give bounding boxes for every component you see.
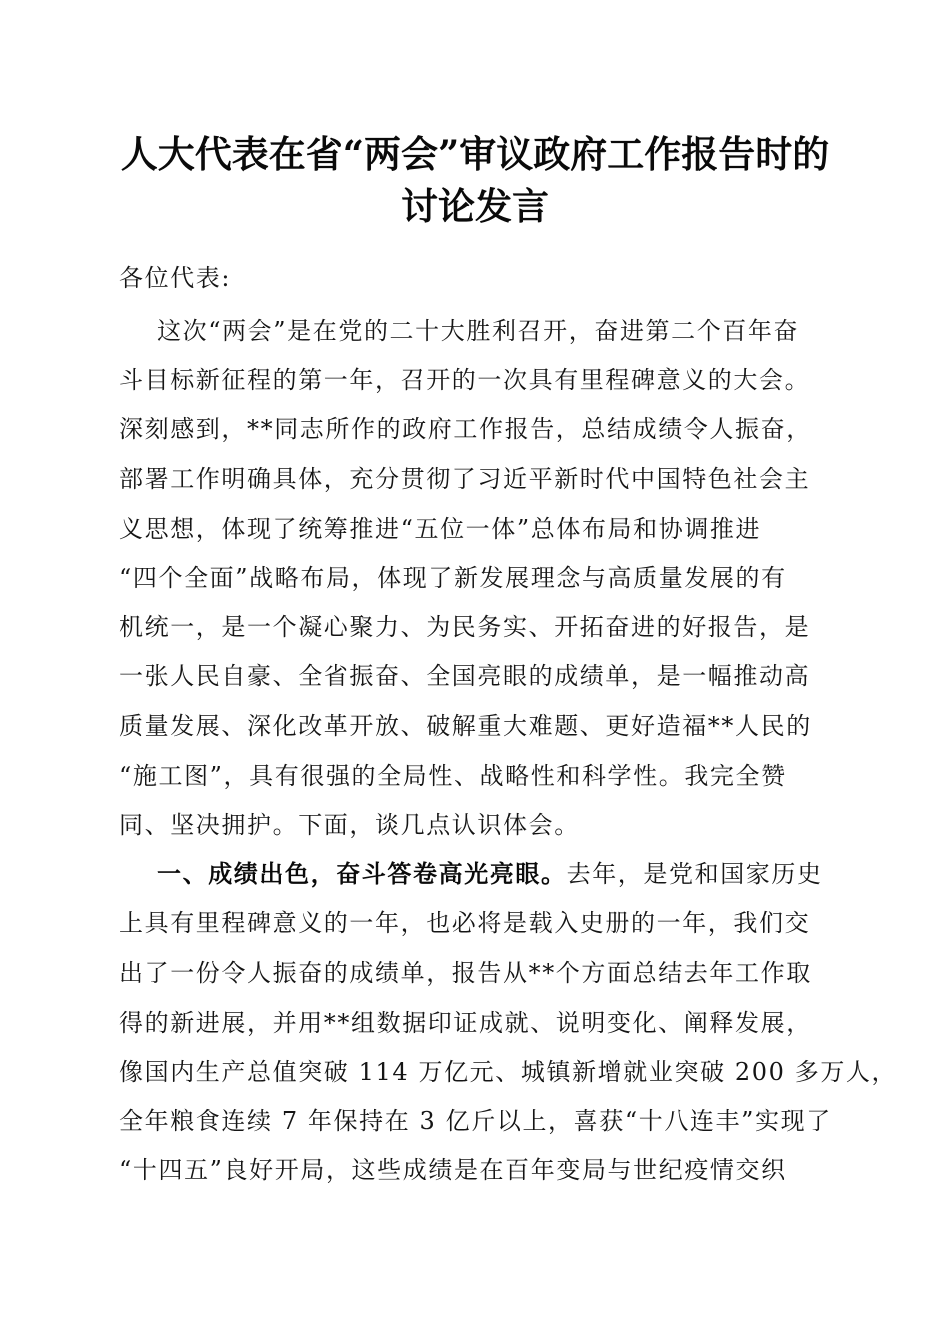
document-title-line-1: 人大代表在省“两会”审议政府工作报告时的 <box>120 132 830 176</box>
paragraph-line: “施工图”，具有很强的全局性、战略性和科学性。我完全赞 <box>119 762 787 790</box>
paragraph-line: “四个全面”战略布局，体现了新发展理念与高质量发展的有 <box>119 564 787 592</box>
paragraph-line: 部署工作明确具体，充分贯彻了习近平新时代中国特色社会主 <box>119 465 811 493</box>
paragraph-line: 斗目标新征程的第一年，召开的一次具有里程碑意义的大会。 <box>119 366 811 394</box>
paragraph-line: 出了一份令人振奋的成绩单，报告从**个方面总结去年工作取 <box>119 959 812 987</box>
document-title-line-2: 讨论发言 <box>401 184 549 228</box>
paragraph-line: 这次“两会”是在党的二十大胜利召开，奋进第二个百年奋 <box>157 317 800 345</box>
paragraph-line: “十四五”良好开局，这些成绩是在百年变局与世纪疫情交织 <box>119 1156 787 1184</box>
paragraph-line: 上具有里程碑意义的一年，也必将是载入史册的一年，我们交 <box>119 909 811 937</box>
paragraph-line: 质量发展、深化改革开放、破解重大难题、更好造福**人民的 <box>119 712 812 740</box>
paragraph-line: 得的新进展，并用**组数据印证成就、说明变化、阐释发展， <box>119 1009 812 1037</box>
paragraph-line: 义思想，体现了统筹推进“五位一体”总体布局和协调推进 <box>119 515 762 543</box>
paragraph-line: 一张人民自豪、全省振奋、全国亮眼的成绩单，是一幅推动高 <box>119 662 811 690</box>
paragraph-line: 机统一，是一个凝心聚力、为民务实、开拓奋进的好报告，是 <box>119 613 811 641</box>
paragraph-line: 同、坚决拥护。下面，谈几点认识体会。 <box>119 811 580 839</box>
paragraph-line: 像国内生产总值突破 114 万亿元、城镇新增就业突破 200 多万人， <box>119 1058 898 1086</box>
paragraph-line: 深刻感到，**同志所作的政府工作报告，总结成绩令人振奋， <box>119 415 812 443</box>
salutation: 各位代表: <box>119 264 232 292</box>
section-1-heading: 一、成绩出色，奋斗答卷高光亮眼。 <box>157 859 567 888</box>
paragraph-line: 全年粮食连续 7 年保持在 3 亿斤以上，喜获“十八连丰”实现了 <box>119 1107 832 1135</box>
section-1-first-line: 一、成绩出色，奋斗答卷高光亮眼。去年，是党和国家历史 <box>157 859 823 888</box>
